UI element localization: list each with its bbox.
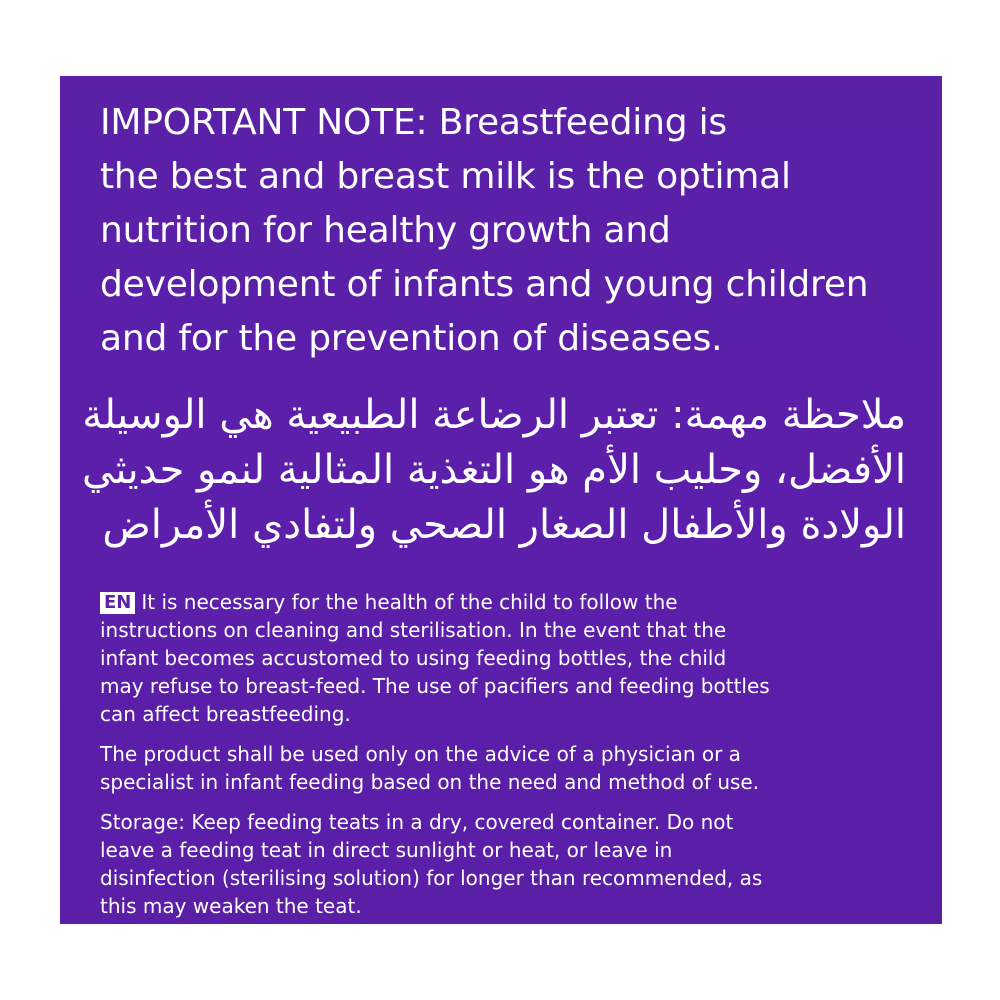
- paragraph-line: specialist in infant feeding based on the need and method of use.: [100, 770, 760, 794]
- arabic-note-line: ملاحظة مهمة: تعتبر الرضاعة الطبيعية هي الوسيلة: [82, 392, 906, 438]
- paragraph-line: Storage: Keep feeding teats in a dry, covered container. Do not: [100, 810, 734, 834]
- paragraph-line: this may weaken the teat.: [100, 894, 362, 918]
- paragraph-line: disinfection (sterilising solution) for longer than recommended, as: [100, 866, 763, 890]
- paragraph-line: leave a feeding teat in direct sunlight or heat, or leave in: [100, 838, 673, 862]
- arabic-note-line: الأفضل، وحليب الأم هو التغذية المثالية لنمو حديثي: [82, 447, 906, 493]
- language-badge: EN: [100, 592, 135, 614]
- important-note-line: nutrition for healthy growth and: [100, 210, 671, 251]
- paragraph-line: The product shall be used only on the advice of a physician or a: [100, 742, 741, 766]
- paragraph-line: can affect breastfeeding.: [100, 702, 351, 726]
- arabic-note-line: الولادة والأطفال الصغار الصحي ولتفادي الأمراض: [102, 502, 906, 548]
- important-note-line: and for the prevention of diseases.: [100, 318, 723, 359]
- important-note-line: development of infants and young children: [100, 264, 869, 305]
- paragraph-line-text: It is necessary for the health of the child to follow the: [141, 590, 678, 614]
- english-paragraph-storage: [100, 808, 910, 920]
- paragraph-line: may refuse to breast-feed. The use of pacifiers and feeding bottles: [100, 674, 770, 698]
- important-note-line: the best and breast milk is the optimal: [100, 156, 791, 197]
- paragraph-line: infant becomes accustomed to using feeding bottles, the child: [100, 646, 727, 670]
- paragraph-line: instructions on cleaning and sterilisation. In the event that the: [100, 618, 727, 642]
- english-paragraph-hygiene: [100, 588, 910, 728]
- arabic-note: [82, 388, 906, 553]
- english-paragraph-usage: [100, 740, 910, 796]
- important-note-line: IMPORTANT NOTE: Breastfeeding is: [100, 102, 727, 143]
- important-note: [100, 96, 930, 366]
- packaging-label-panel: [60, 76, 942, 924]
- paragraph-line: [100, 588, 910, 616]
